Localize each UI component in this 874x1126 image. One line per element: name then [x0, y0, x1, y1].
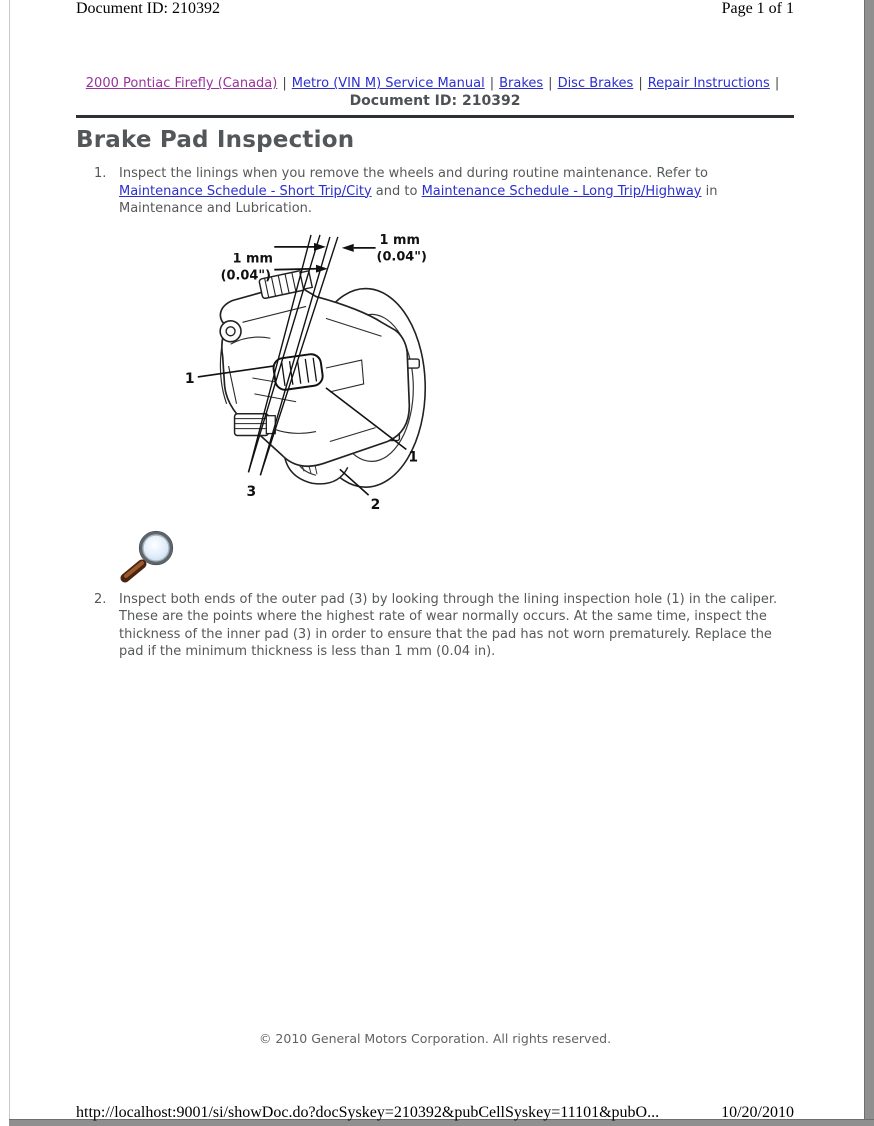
step-2 [76, 591, 794, 661]
print-footer [76, 1103, 794, 1122]
link-maintenance-schedule-short-trip[interactable]: Maintenance Schedule - Short Trip/City [119, 183, 372, 199]
page-title: Brake Pad Inspection [76, 127, 355, 153]
breadcrumb-link-vehicle[interactable]: 2000 Pontiac Firefly (Canada) [85, 76, 278, 91]
print-header [76, 0, 794, 18]
dimension-label-left: 1 mm [232, 251, 273, 267]
breadcrumb-separator: | [282, 76, 287, 91]
breadcrumb-link-repair-instructions[interactable]: Repair Instructions [647, 76, 770, 91]
callout-rotor: 2 [370, 496, 381, 513]
header-divider [76, 115, 794, 118]
breadcrumb-separator: | [548, 76, 553, 91]
print-header-document-id: Document ID: 210392 [76, 0, 220, 17]
link-maintenance-schedule-long-trip[interactable]: Maintenance Schedule - Long Trip/Highway [421, 183, 702, 199]
page-edge-left [9, 0, 10, 1119]
breadcrumb-link-service-manual[interactable]: Metro (VIN M) Service Manual [291, 76, 485, 91]
breadcrumb-link-brakes[interactable]: Brakes [499, 76, 544, 91]
brake-caliper-diagram-svg [164, 227, 464, 515]
document-id-heading: Document ID: 210392 [349, 93, 521, 109]
breadcrumb-separator: | [638, 76, 643, 91]
print-header-page-number: Page 1 of 1 [721, 0, 794, 17]
step-1 [76, 165, 794, 218]
breadcrumb [76, 76, 794, 92]
page-edge-right [864, 0, 874, 1126]
step-1-text-before: Inspect the linings when you remove the wheels and during routine maintenance. Refer to [119, 166, 708, 181]
document-content [76, 76, 794, 661]
step-1-number: 1. [94, 166, 107, 181]
step-2-number: 2. [94, 591, 107, 607]
callout-inspection-hole-left: 1 [184, 370, 195, 387]
print-footer-url: http://localhost:9001/si/showDoc.do?docSyskey=210392&pubCellSyskey=11101&pubO... [76, 1104, 660, 1121]
dimension-label-top-2: (0.04") [376, 249, 427, 265]
callout-inner-pad: 3 [246, 483, 257, 500]
magnifier-icon-svg [118, 529, 182, 585]
step-1-text-after: in Maintenance and Lubrication. [119, 183, 718, 216]
step-1-text-mid: and to [371, 183, 422, 199]
dimension-label-left-2: (0.04") [220, 268, 272, 284]
step-2-text: Inspect both ends of the outer pad (3) by looking through the lining inspection hole (1) in the caliper. These are the points where the highest rate of wear normally occurs. At the same time, inspect the thickness of the inner pad (3) in order to ensure that the pad has not worn prematurely. Replace the pad if the minimum thickness is less than 1 mm (0.04 in). [119, 591, 778, 659]
print-footer-date: 10/20/2010 [721, 1104, 794, 1121]
dimension-label-top: 1 mm [379, 232, 420, 248]
breadcrumb-link-disc-brakes[interactable]: Disc Brakes [557, 76, 634, 91]
step-1-text [119, 165, 794, 218]
breadcrumb-separator: | [774, 76, 780, 91]
copyright-notice: © 2010 General Motors Corporation. All rights reserved. [258, 1031, 612, 1046]
callout-inspection-hole-right: 1 [408, 448, 419, 465]
breadcrumb-separator: | [489, 76, 495, 91]
magnifier-zoom-icon[interactable] [118, 529, 182, 585]
brake-caliper-diagram [164, 227, 464, 515]
